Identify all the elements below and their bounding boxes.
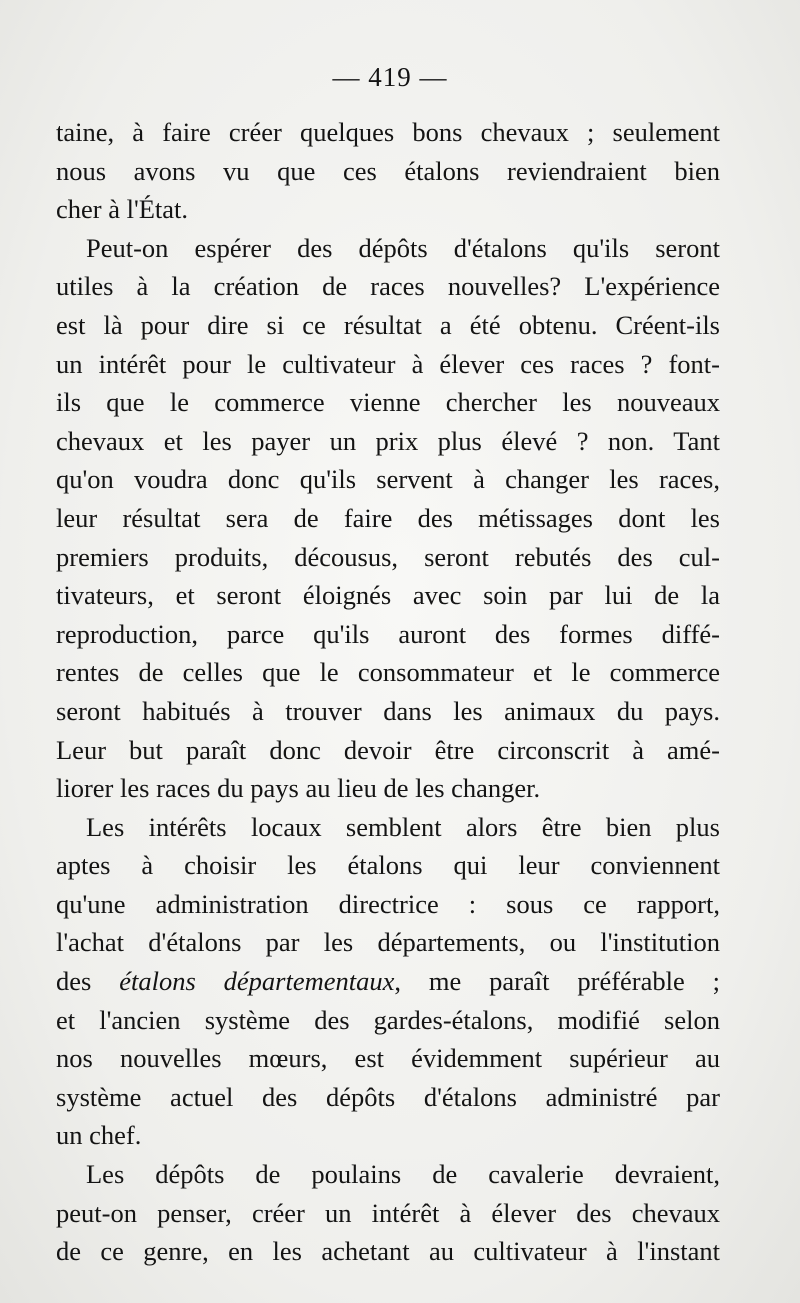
text-line: nos nouvelles mœurs, est évidemment supérieur au — [56, 1043, 720, 1074]
text-line: nous avons vu que ces étalons reviendraient bien — [56, 155, 720, 186]
text-line: qu'une administration directrice : sous ce rapport, — [56, 888, 720, 919]
text-line: rentes de celles que le consommateur et le commerce — [56, 657, 720, 688]
text-line: taine, à faire créer quelques bons chevaux ; seulement — [56, 117, 720, 147]
text-line: chevaux et les payer un prix plus élevé ? non. Tant — [56, 425, 720, 456]
text-fragment: , me paraît préférable ; — [394, 966, 720, 997]
paragraph-3 — [56, 808, 720, 1155]
paragraph-4 — [56, 1155, 720, 1271]
text-line: cher à l'État. — [56, 194, 189, 225]
text-line: Peut-on espérer des dépôts d'étalons qu'ils seront — [86, 232, 720, 263]
body-text — [56, 113, 720, 1271]
italic-phrase: étalons départementaux — [119, 966, 395, 997]
text-line: un chef. — [56, 1120, 142, 1151]
text-line: seront habitués à trouver dans les animaux du pays. — [56, 695, 720, 726]
text-line: ils que le commerce vienne chercher les nouveaux — [56, 387, 720, 418]
text-line: liorer les races du pays au lieu de les changer. — [56, 773, 541, 804]
text-fragment: des — [56, 966, 120, 997]
paragraph-1 — [56, 113, 720, 229]
text-line-with-italic — [56, 962, 720, 1001]
text-line: reproduction, parce qu'ils auront des formes diffé- — [56, 618, 720, 649]
text-line: un intérêt pour le cultivateur à élever ces races ? font- — [56, 348, 720, 379]
text-line: Leur but paraît donc devoir être circonscrit à amé- — [56, 734, 720, 765]
text-line: système actuel des dépôts d'étalons administré par — [56, 1081, 720, 1112]
text-line: premiers produits, décousus, seront rebutés des cul- — [56, 541, 720, 572]
text-line: Les intérêts locaux semblent alors être bien plus — [86, 811, 720, 842]
text-line: de ce genre, en les achetant au cultivateur à l'instant — [56, 1236, 720, 1267]
text-line: est là pour dire si ce résultat a été obtenu. Créent-ils — [56, 309, 720, 340]
paragraph-2 — [56, 229, 720, 808]
text-line: l'achat d'étalons par les départements, ou l'institution — [56, 927, 720, 958]
text-line: qu'on voudra donc qu'ils servent à changer les races, — [56, 464, 720, 495]
text-line: tivateurs, et seront éloignés avec soin par lui de la — [56, 580, 720, 611]
text-line: et l'ancien système des gardes-étalons, modifié selon — [56, 1004, 720, 1035]
text-line: aptes à choisir les étalons qui leur conviennent — [56, 850, 720, 881]
page-number: — 419 — — [332, 62, 448, 92]
text-line: peut-on penser, créer un intérêt à élever des chevaux — [56, 1197, 720, 1228]
text-line: leur résultat sera de faire des métissages dont les — [56, 502, 720, 533]
text-line: utiles à la création de races nouvelles? L'expérience — [56, 271, 720, 302]
text-line: Les dépôts de poulains de cavalerie devraient, — [86, 1159, 720, 1190]
